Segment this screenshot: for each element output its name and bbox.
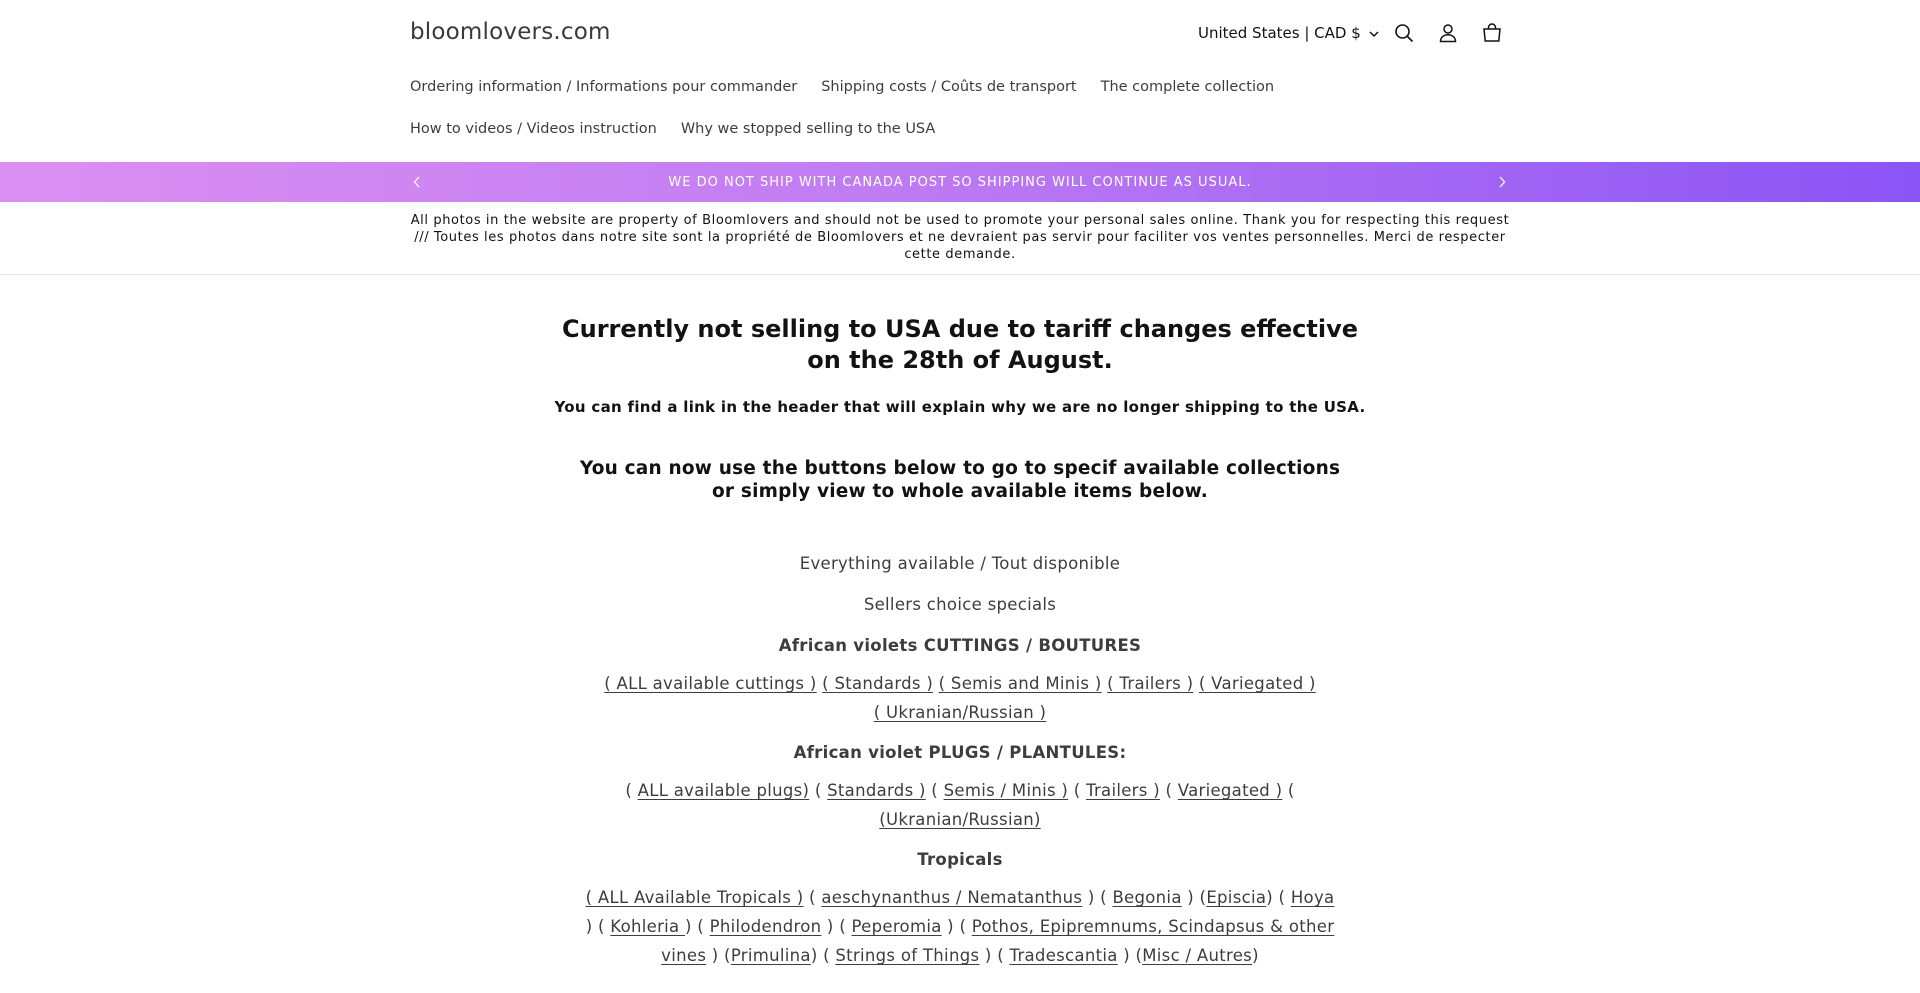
cuttings-link-variegated[interactable]: ( Variegated )	[1198, 674, 1316, 693]
plugs-link-all[interactable]: ALL available plugs)	[637, 781, 810, 800]
sellers-choice-link[interactable]: Sellers choice specials	[863, 595, 1057, 614]
cart-icon[interactable]	[1479, 20, 1505, 46]
tropicals-link-pothos-vines[interactable]: Pothos, Epipremnums, Scindapsus & other vines	[661, 917, 1335, 965]
announcement-text: WE DO NOT SHIP WITH CANADA POST SO SHIPPING WILL CONTINUE AS USUAL.	[668, 174, 1252, 190]
cuttings-link-ukranian-russian[interactable]: ( Ukranian/Russian )	[873, 703, 1047, 722]
tropicals-link-hoya[interactable]: Hoya	[1290, 888, 1335, 907]
cuttings-link-trailers[interactable]: ( Trailers )	[1107, 674, 1194, 693]
nav-item-ordering-information[interactable]: Ordering information / Informations pour commander	[410, 79, 798, 95]
tropicals-link-aeschynanthus[interactable]: aeschynanthus / Nematanthus	[821, 888, 1083, 907]
search-icon[interactable]	[1391, 20, 1417, 46]
nav-item-how-to-videos[interactable]: How to videos / Videos instruction	[410, 121, 657, 137]
site-header	[0, 0, 1920, 162]
plugs-label: African violet PLUGS / PLANTULES:	[793, 743, 1127, 762]
plugs-link-variegated[interactable]: Variegated )	[1177, 781, 1283, 800]
account-icon[interactable]	[1435, 20, 1461, 46]
page-title: Currently not selling to USA due to tariff changes effective on the 28th of August.	[562, 315, 1358, 374]
tropicals-link-peperomia[interactable]: Peperomia	[851, 917, 942, 936]
tropicals-link-philodendron[interactable]: Philodendron	[709, 917, 822, 936]
tropicals-label: Tropicals	[917, 850, 1003, 869]
collections-heading: You can now use the buttons below to go to specif available collections or simply view to whole available items below.	[579, 458, 1341, 502]
plugs-link-ukranian-russian[interactable]: (Ukranian/Russian)	[879, 810, 1041, 829]
main-nav-row-2	[410, 121, 935, 137]
cuttings-link-standards[interactable]: ( Standards )	[822, 674, 934, 693]
tropicals-link-episcia[interactable]: Episcia	[1206, 888, 1267, 907]
country-selector-label: United States | CAD $	[1198, 24, 1361, 42]
cuttings-label: African violets CUTTINGS / BOUTURES	[778, 636, 1142, 655]
chevron-left-icon[interactable]	[407, 170, 427, 194]
nav-item-why-stopped-usa[interactable]: Why we stopped selling to the USA	[680, 121, 936, 137]
photo-rights-notice: All photos in the website are property of Bloomlovers and should not be used to promote your personal sales online. Thank you for respecting this request /// Toutes les photos dans notre site sont la propriété de Bloomlovers et ne devraient pas servir pour faciliter vos ventes personnelles. Merci de respecter cette demande.	[410, 213, 1510, 262]
country-selector[interactable]	[1198, 24, 1379, 42]
section-divider	[0, 274, 1920, 275]
tropicals-link-strings-of-things[interactable]: Strings of Things	[835, 946, 980, 965]
chevron-down-icon	[1369, 24, 1379, 42]
tropicals-link-primulina[interactable]: Primulina	[730, 946, 811, 965]
plugs-link-standards[interactable]: Standards )	[827, 781, 926, 800]
nav-item-complete-collection[interactable]: The complete collection	[1100, 79, 1275, 95]
site-logo[interactable]: bloomlovers.com	[410, 19, 611, 45]
plugs-links: ( ALL available plugs) ( Standards ) ( Semis / Minis ) ( Trailers ) ( Variegated ) ( (Ukranian/Russian)	[625, 781, 1295, 829]
chevron-right-icon[interactable]	[1492, 170, 1512, 194]
usa-explanation-note: You can find a link in the header that will explain why we are no longer shipping to the USA.	[554, 398, 1366, 416]
plugs-link-trailers[interactable]: Trailers )	[1086, 781, 1160, 800]
tropicals-link-tradescantia[interactable]: Tradescantia	[1009, 946, 1118, 965]
nav-item-shipping-costs[interactable]: Shipping costs / Coûts de transport	[821, 79, 1077, 95]
cuttings-link-all[interactable]: ( ALL available cuttings )	[604, 674, 817, 693]
tropicals-link-misc[interactable]: Misc / Autres	[1142, 946, 1253, 965]
tropicals-link-all[interactable]: ( ALL Available Tropicals )	[585, 888, 804, 907]
plugs-link-semis-minis[interactable]: Semis / Minis )	[943, 781, 1069, 800]
main-nav-row-1	[410, 79, 1274, 95]
cuttings-links	[600, 669, 1320, 727]
tropicals-link-kohleria[interactable]: Kohleria	[610, 917, 685, 936]
announcement-bar	[0, 162, 1920, 202]
tropicals-link-begonia[interactable]: Begonia	[1112, 888, 1182, 907]
tropicals-links: ( ALL Available Tropicals ) ( aeschynanthus / Nematanthus ) ( Begonia ) (Episcia) ( Hoya ) ( Kohleria ) ( Philodendron ) ( Peperomia ) ( Pothos, Epipremnums, Scindapsus & other vines ) (Primulina) ( Strings of Things ) ( Tradescantia ) (Misc / Autres)	[585, 888, 1335, 965]
everything-available-link[interactable]: Everything available / Tout disponible	[799, 554, 1121, 573]
cuttings-link-semis-minis[interactable]: ( Semis and Minis )	[938, 674, 1102, 693]
main-content	[0, 314, 1920, 970]
